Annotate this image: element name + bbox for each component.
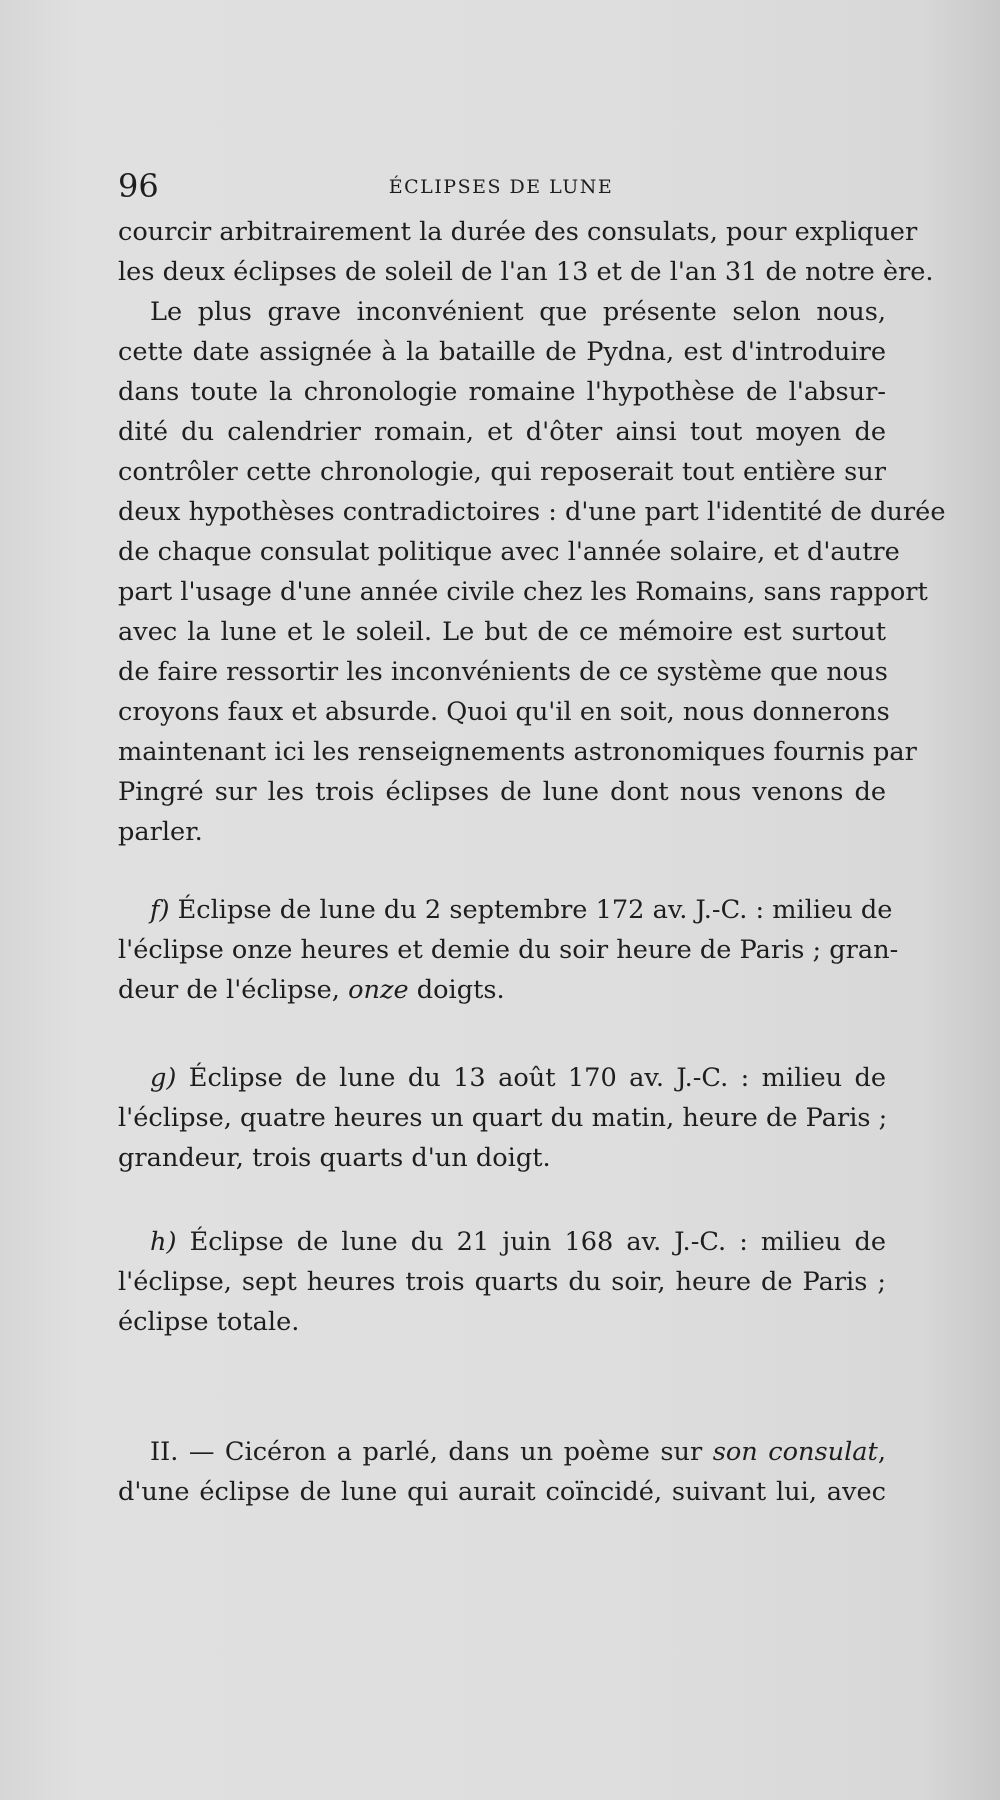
text-line: grandeur, trois quarts d'un doigt.: [118, 1143, 551, 1173]
text-line: les deux éclipses de soleil de l'an 13 et de l'an 31 de notre ère.: [118, 257, 934, 287]
paragraph-continuation: [118, 212, 934, 292]
text-line: dité du calendrier romain, et d'ôter ainsi tout moyen de: [118, 417, 886, 447]
text-line: éclipse totale.: [118, 1307, 300, 1337]
entry-label: f): [150, 895, 170, 925]
text-line: cette date assignée à la bataille de Pydna, est d'introduire: [118, 337, 886, 367]
text-line: dans toute la chronologie romaine l'hypothèse de l'absur-: [118, 377, 886, 407]
section-two: [118, 1432, 886, 1512]
eclipse-entry-f: [118, 890, 899, 1010]
italic-title: son consulat: [712, 1437, 878, 1467]
text-line: l'éclipse onze heures et demie du soir heure de Paris ; gran-: [118, 935, 899, 965]
page-number: 96: [118, 167, 159, 205]
text-line: part l'usage d'une année civile chez les Romains, sans rapport: [118, 577, 928, 607]
entry-label: g): [150, 1063, 177, 1093]
text-line: f) Éclipse de lune du 2 septembre 172 av. J.-C. : milieu de: [150, 895, 893, 925]
running-title: ÉCLIPSES DE LUNE: [388, 176, 614, 198]
text-line: deur de l'éclipse, onze doigts.: [118, 975, 505, 1005]
text-line: contrôler cette chronologie, qui reposerait tout entière sur: [118, 457, 886, 487]
text-line: g) Éclipse de lune du 13 août 170 av. J.-C. : milieu de: [150, 1063, 886, 1093]
body-text: [118, 212, 946, 1512]
eclipse-entry-g: [118, 1058, 886, 1178]
text-line: l'éclipse, sept heures trois quarts du soir, heure de Paris ;: [118, 1267, 886, 1297]
text-line: croyons faux et absurde. Quoi qu'il en soit, nous donnerons: [118, 697, 890, 727]
page-header: [118, 168, 884, 204]
text-line: courcir arbitrairement la durée des consulats, pour expliquer: [118, 217, 918, 247]
text-line: maintenant ici les renseignements astronomiques fournis par: [118, 737, 917, 767]
eclipse-entry-h: [118, 1222, 886, 1342]
text-line: parler.: [118, 817, 203, 847]
text-line: avec la lune et le soleil. Le but de ce mémoire est surtout: [118, 617, 886, 647]
text-line: II. — Cicéron a parlé, dans un poème sur son consulat,: [150, 1437, 886, 1467]
entry-label: h): [150, 1227, 177, 1257]
italic-word: onze: [348, 975, 409, 1005]
text-line: de chaque consulat politique avec l'année solaire, et d'autre: [118, 537, 900, 567]
text-line: l'éclipse, quatre heures un quart du matin, heure de Paris ;: [118, 1103, 888, 1133]
text-line: deux hypothèses contradictoires : d'une part l'identité de durée: [118, 497, 946, 527]
text-line: d'une éclipse de lune qui aurait coïncidé, suivant lui, avec: [118, 1477, 886, 1507]
text-line: de faire ressortir les inconvénients de ce système que nous: [118, 657, 888, 687]
text-line: Pingré sur les trois éclipses de lune dont nous venons de: [118, 777, 886, 807]
text-line: Le plus grave inconvénient que présente selon nous,: [150, 297, 886, 327]
paragraph-pydna: [118, 292, 946, 852]
text-line: h) Éclipse de lune du 21 juin 168 av. J.-C. : milieu de: [150, 1227, 887, 1257]
